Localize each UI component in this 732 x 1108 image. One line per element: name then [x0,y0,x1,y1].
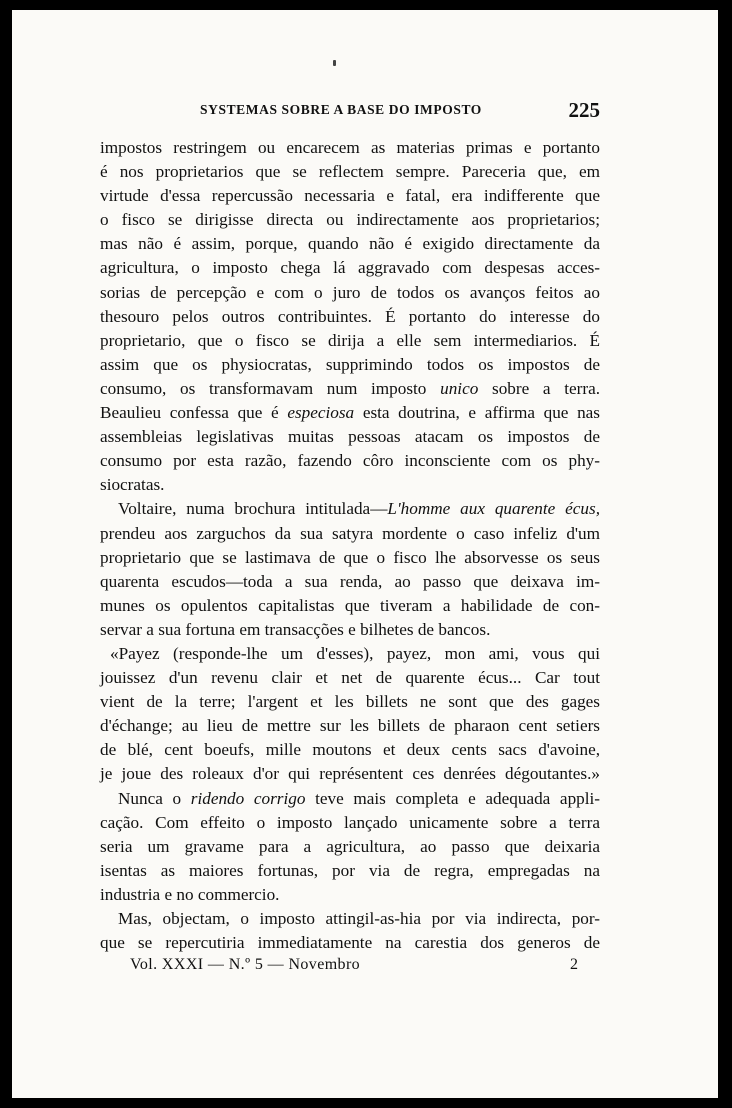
text-line: industria e no commercio. [100,884,280,904]
text-line: thesouro pelos outros contribuintes. É portanto do interesse do [100,306,600,326]
quote-line: d'échange; au lieu de mettre sur les billets de pharaon cent setiers [100,716,600,736]
text-line: agricultura, o imposto chega lá aggravado com despesas acces- [100,258,600,278]
italic-title: L'homme aux quarente écus, [387,499,600,519]
text-line [100,377,600,401]
text-span: Voltaire, numa brochura intitulada— [118,499,388,519]
text-span: esta doutrina, e affirma que nas [362,403,600,423]
text-line: isentas as maiores fortunas, por via de regra, empregadas na [100,860,600,880]
text-line: virtude d'essa repercussão necessaria e fatal, era indifferente que [100,186,600,206]
italic-term: unico [440,378,479,398]
text-line: assembleias legislativas muitas pessoas atacam os impostos de [100,427,600,447]
text-line: cação. Com effeito o imposto lançado unicamente sobre a terra [100,812,600,832]
text-line: assim que os physiocratas, supprimindo todos os impostos de [100,354,600,374]
body-text [100,136,600,955]
text-line: é nos proprietarios que se reflectem sempre. Pareceria que, em [100,162,600,182]
running-head-title: SYSTEMAS SOBRE A BASE DO IMPOSTO [200,102,482,117]
text-line: impostos restringem ou encarecem as materias primas e portanto [100,138,600,157]
text-span: Beaulieu confessa que é [100,403,279,423]
page [12,10,718,1098]
signature-number: 2 [570,956,578,973]
text-line: consumo por esta razão, fazendo côro inconsciente com os phy- [100,451,600,471]
text-line: servar a sua fortuna em transacções e bilhetes de bancos. [100,619,491,639]
quote-line: jouissez d'un revenu clair et net de quarente écus... Car tout [100,668,600,688]
text-line [100,401,600,425]
text-line: munes os opulentos capitalistas que tiveram a habilidade de con- [100,595,600,615]
text-line: Mas, objectam, o imposto attingil-as-hia por via indirecta, por- [118,909,600,928]
text-line: mas não é assim, porque, quando não é exigido directamente da [100,234,600,254]
volume-info: Vol. XXXI — N.º 5 — Novembro [130,956,361,973]
quote-line: «Payez (responde-lhe um d'esses), payez, mon ami, vous qui [110,643,600,663]
text-line: o fisco se dirigisse directa ou indirectamente aos proprietarios; [100,210,600,230]
text-span: teve mais completa e adequada appli- [315,788,601,808]
italic-term: especiosa [287,403,355,423]
text-span: sobre a terra. [492,378,601,398]
italic-phrase: ridendo corrigo [190,788,306,808]
quote-line: je joue des roleaux d'or qui représentent ces denrées dégoutantes.» [100,764,600,784]
text-line: quarenta escudos—toda a sua renda, ao passo que deixava im- [100,571,600,591]
text-line [100,497,600,521]
text-span: consumo, os transformavam num imposto [100,378,427,398]
quote-line: de blé, cent boeufs, mille moutons et deux cents sacs d'avoine, [100,740,600,760]
text-span: Nunca o [118,788,182,808]
text-line: proprietario que se lastimava de que o fisco lhe absorvesse os seus [100,547,600,567]
running-head [12,98,718,124]
ink-mark [333,60,336,66]
text-line: prendeu aos zarguchos da sua satyra mordente o caso infeliz d'um [100,523,600,543]
quote-line: vient de la terre; l'argent et les billets ne sont que des gages [100,692,600,712]
text-line: siocratas. [100,475,165,495]
page-number: 225 [568,98,600,122]
text-line: seria um gravame para a agricultura, ao passo que deixaria [100,836,600,856]
text-line [100,787,600,811]
footer [130,956,578,980]
text-line: sorias de percepção e com o juro de todos os avanços feitos ao [100,282,600,302]
text-line: proprietario, que o fisco se dirija a elle sem intermediarios. É [100,330,600,350]
text-line: que se repercutiria immediatamente na carestia dos generos de [100,933,600,953]
